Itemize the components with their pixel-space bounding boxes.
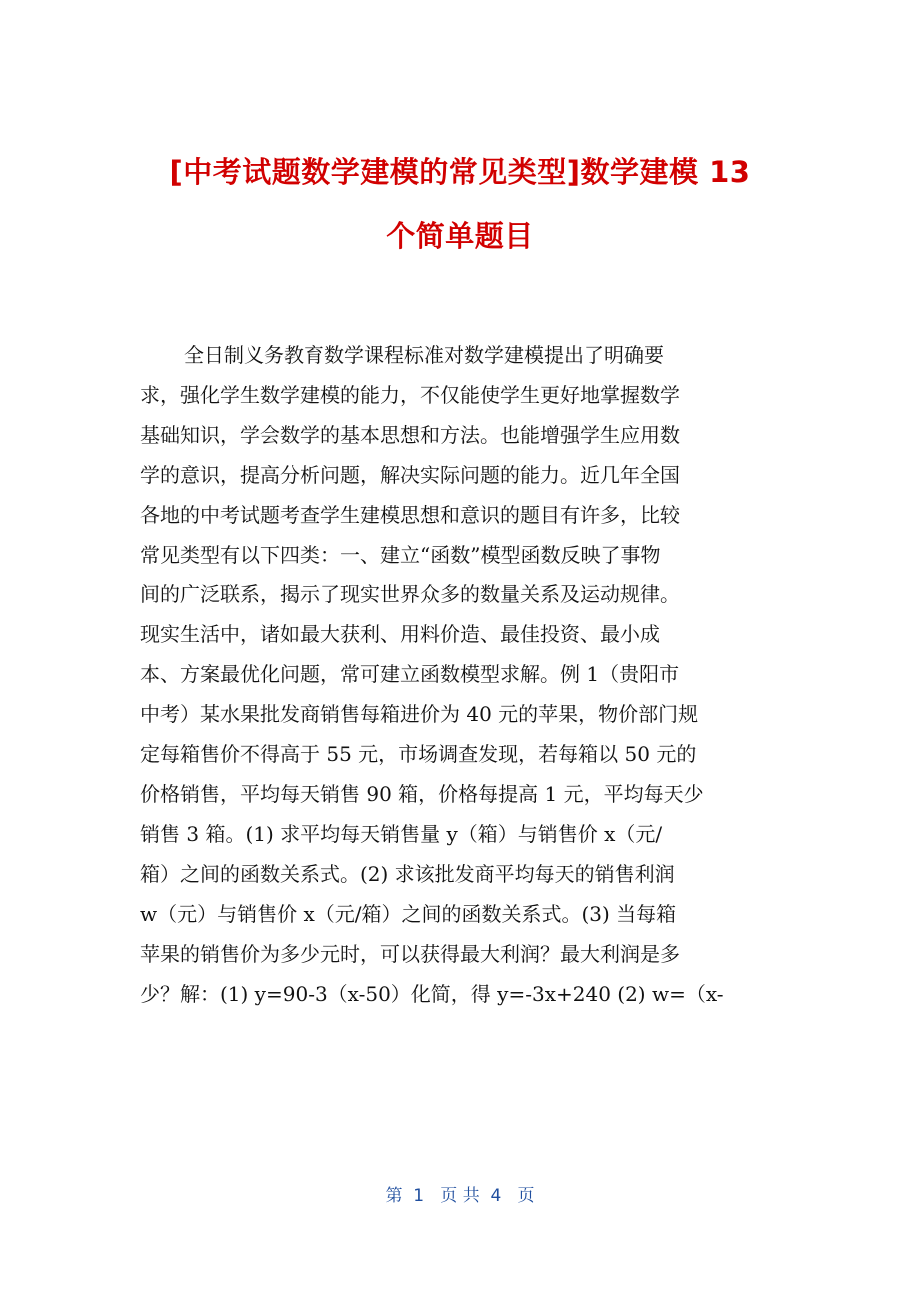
text-line: 少？解：(1) y=90-3（x-50）化简，得 y=-3x+240 (2) w=（x- (140, 981, 724, 1006)
text-line: 基础知识，学会数学的基本思想和方法。也能增强学生应用数 (140, 422, 680, 447)
text-line: 销售 3 箱。(1) 求平均每天销售量 y（箱）与销售价 x（元/ (140, 821, 663, 846)
document-title (130, 140, 790, 268)
title-line-1: [中考试题数学建模的常见类型]数学建模 13 (169, 155, 751, 189)
text-line: 学的意识，提高分析问题，解决实际问题的能力。近几年全国 (140, 462, 680, 487)
text-line: 价格销售，平均每天销售 90 箱，价格每提高 1 元，平均每天少 (140, 781, 704, 806)
page-number-footer: 第 1 页 共 4 页 (385, 1186, 535, 1206)
text-line: 全日制义务教育数学课程标准对数学建模提出了明确要 (184, 343, 664, 367)
text-line: 常见类型有以下四类：一、建立“函数”模型函数反映了事物 (140, 542, 661, 567)
text-line: 本、方案最优化问题，常可建立函数模型求解。例 1（贵阳市 (140, 662, 680, 687)
text-line: 间的广泛联系，揭示了现实世界众多的数量关系及运动规律。 (140, 582, 680, 607)
text-line: w（元）与销售价 x（元/箱）之间的函数关系式。(3) 当每箱 (140, 901, 677, 926)
text-line: 箱）之间的函数关系式。(2) 求该批发商平均每天的销售利润 (140, 861, 675, 886)
text-line: 苹果的销售价为多少元时，可以获得最大利润？最大利润是多 (140, 941, 680, 966)
text-line: 各地的中考试题考查学生建模思想和意识的题目有许多，比较 (140, 502, 680, 527)
text-line: 现实生活中，诸如最大获利、用料价造、最佳投资、最小成 (140, 622, 660, 647)
body-paragraph (140, 336, 780, 1014)
title-line-2: 个简单题目 (386, 219, 534, 253)
text-line: 中考）某水果批发商销售每箱进价为 40 元的苹果，物价部门规 (140, 702, 699, 727)
text-line: 定每箱售价不得高于 55 元，市场调查发现，若每箱以 50 元的 (140, 742, 697, 767)
text-line: 求，强化学生数学建模的能力，不仅能使学生更好地掌握数学 (140, 382, 680, 407)
